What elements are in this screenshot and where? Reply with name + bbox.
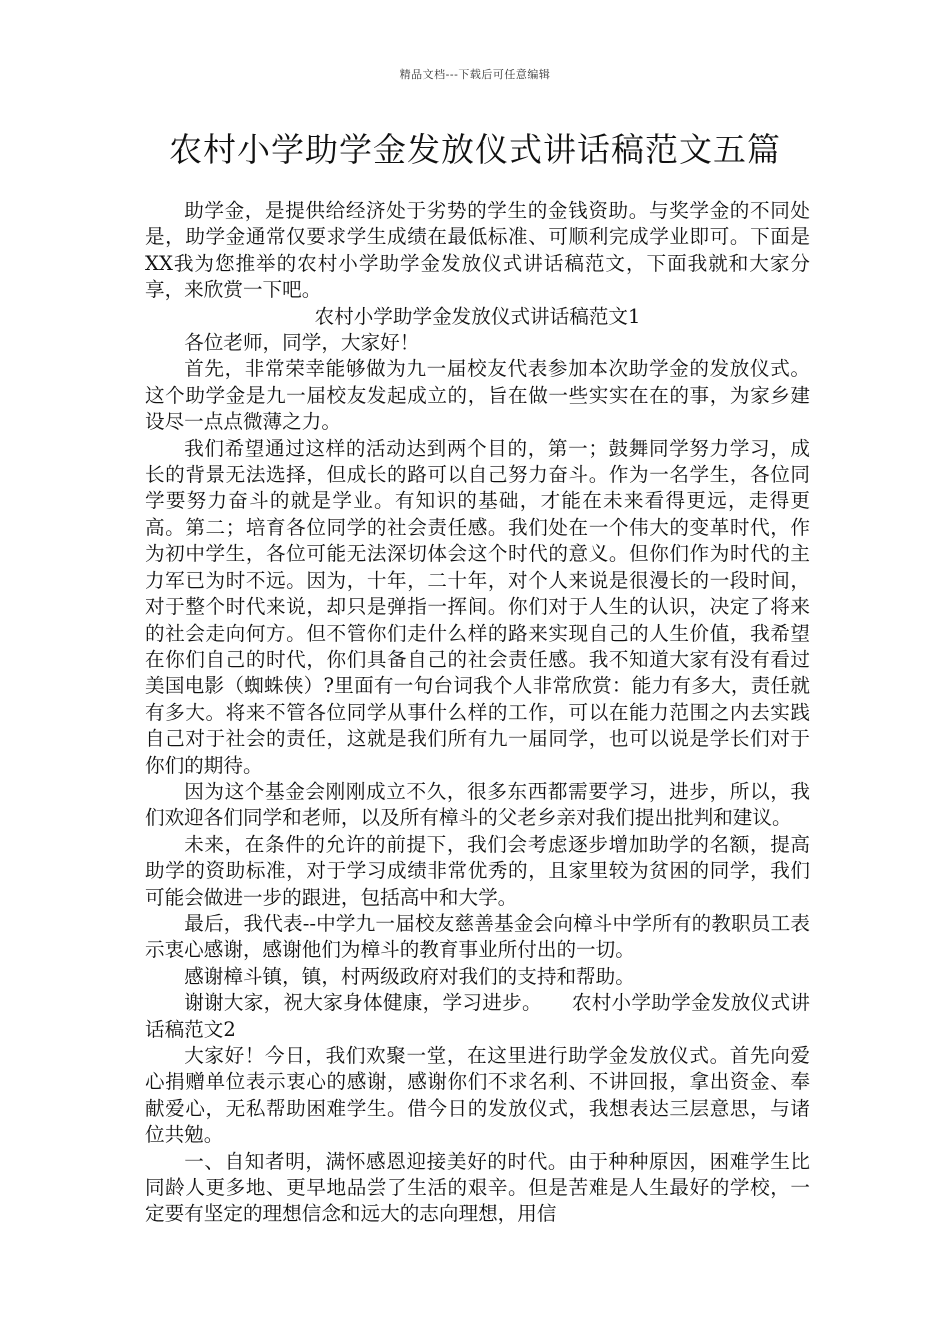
body-paragraph: 大家好！今日，我们欢聚一堂，在这里进行助学金发放仪式。首先向爱心捐赠单位表示衷心的感谢，感谢你们不求名利、不讲回报，拿出资金、奉献爱心，无私帮助困难学生。借今日的发放仪式，我想表达三层意思，与诸位共勉。: [145, 1044, 810, 1147]
body-paragraph: 我们希望通过这样的活动达到两个目的，第一；鼓舞同学努力学习，成长的背景无法选择，但成长的路可以自己努力奋斗。作为一名学生，各位同学要努力奋斗的就是学业。有知识的基础，才能在未来看得更远，走得更高。第二；培育各位同学的社会责任感。我们处在一个伟大的变革时代，作为初中学生，各位可能无法深切体会这个时代的意义。但你们作为时代的主力军已为时不远。因为，十年，二十年，对个人来说是很漫长的一段时间，对于整个时代来说，却只是弹指一挥间。你们对于人生的认识，决定了将来的社会走向何方。但不管你们走什么样的路来实现自己的人生价值，我希望在你们自己的时代，你们具备自己的社会责任感。我不知道大家有没有看过美国电影（蜘蛛侠）?里面有一句台词我个人非常欣赏：能力有多大，责任就有多大。将来不管各位同学从事什么样的工作，可以在能力范围之内去实践自己对于社会的责任，这就是我们所有九一届同学，也可以说是学长们对于你们的期待。: [145, 436, 810, 777]
body-paragraph: 感谢樟斗镇，镇，村两级政府对我们的支持和帮助。: [184, 964, 635, 988]
body-paragraph: 首先，非常荣幸能够做为九一届校友代表参加本次助学金的发放仪式。这个助学金是九一届校友发起成立的，旨在做一些实实在在的事，为家乡建设尽一点点微薄之力。: [145, 357, 810, 434]
body-paragraph: 一、自知者明，满怀感恩迎接美好的时代。由于种种原因，困难学生比同龄人更多地、更早地品尝了生活的艰辛。但是苦难是人生最好的学校，一定要有坚定的理想信念和远大的志向理想，用信: [145, 1149, 810, 1226]
header-note: 精品文档---下载后可任意编辑: [399, 68, 551, 81]
document-body: [145, 198, 810, 1228]
body-paragraph: 因为这个基金会刚刚成立不久，很多东西都需要学习，进步，所以，我们欢迎各们同学和老师，以及所有樟斗的父老乡亲对我们提出批判和建议。: [145, 779, 810, 830]
section-heading-1: 农村小学助学金发放仪式讲话稿范文1: [314, 304, 641, 328]
document-title: 农村小学助学金发放仪式讲话稿范文五篇: [169, 130, 781, 169]
intro-paragraph: 助学金，是提供给经济处于劣势的学生的金钱资助。与奖学金的不同处是，助学金通常仅要求学生成绩在最低标准、可顺利完成学业即可。下面是XX我为您推举的农村小学助学金发放仪式讲话稿范文，下面我就和大家分享，来欣赏一下吧。: [145, 199, 810, 302]
body-paragraph: 谢谢大家，祝大家身体健康，学习进步。 农村小学助学金发放仪式讲话稿范文2: [145, 991, 810, 1041]
greeting-paragraph: 各位老师，同学，大家好！: [184, 331, 420, 355]
body-paragraph: 最后，我代表--中学九一届校友慈善基金会向樟斗中学所有的教职员工表示衷心感谢，感谢他们为樟斗的教育事业所付出的一切。: [145, 911, 810, 962]
body-paragraph: 未来，在条件的允许的前提下，我们会考虑逐步增加助学的名额，提高助学的资助标准，对于学习成绩非常优秀的，且家里较为贫困的同学，我们可能会做进一步的跟进，包括高中和大学。: [145, 832, 810, 909]
